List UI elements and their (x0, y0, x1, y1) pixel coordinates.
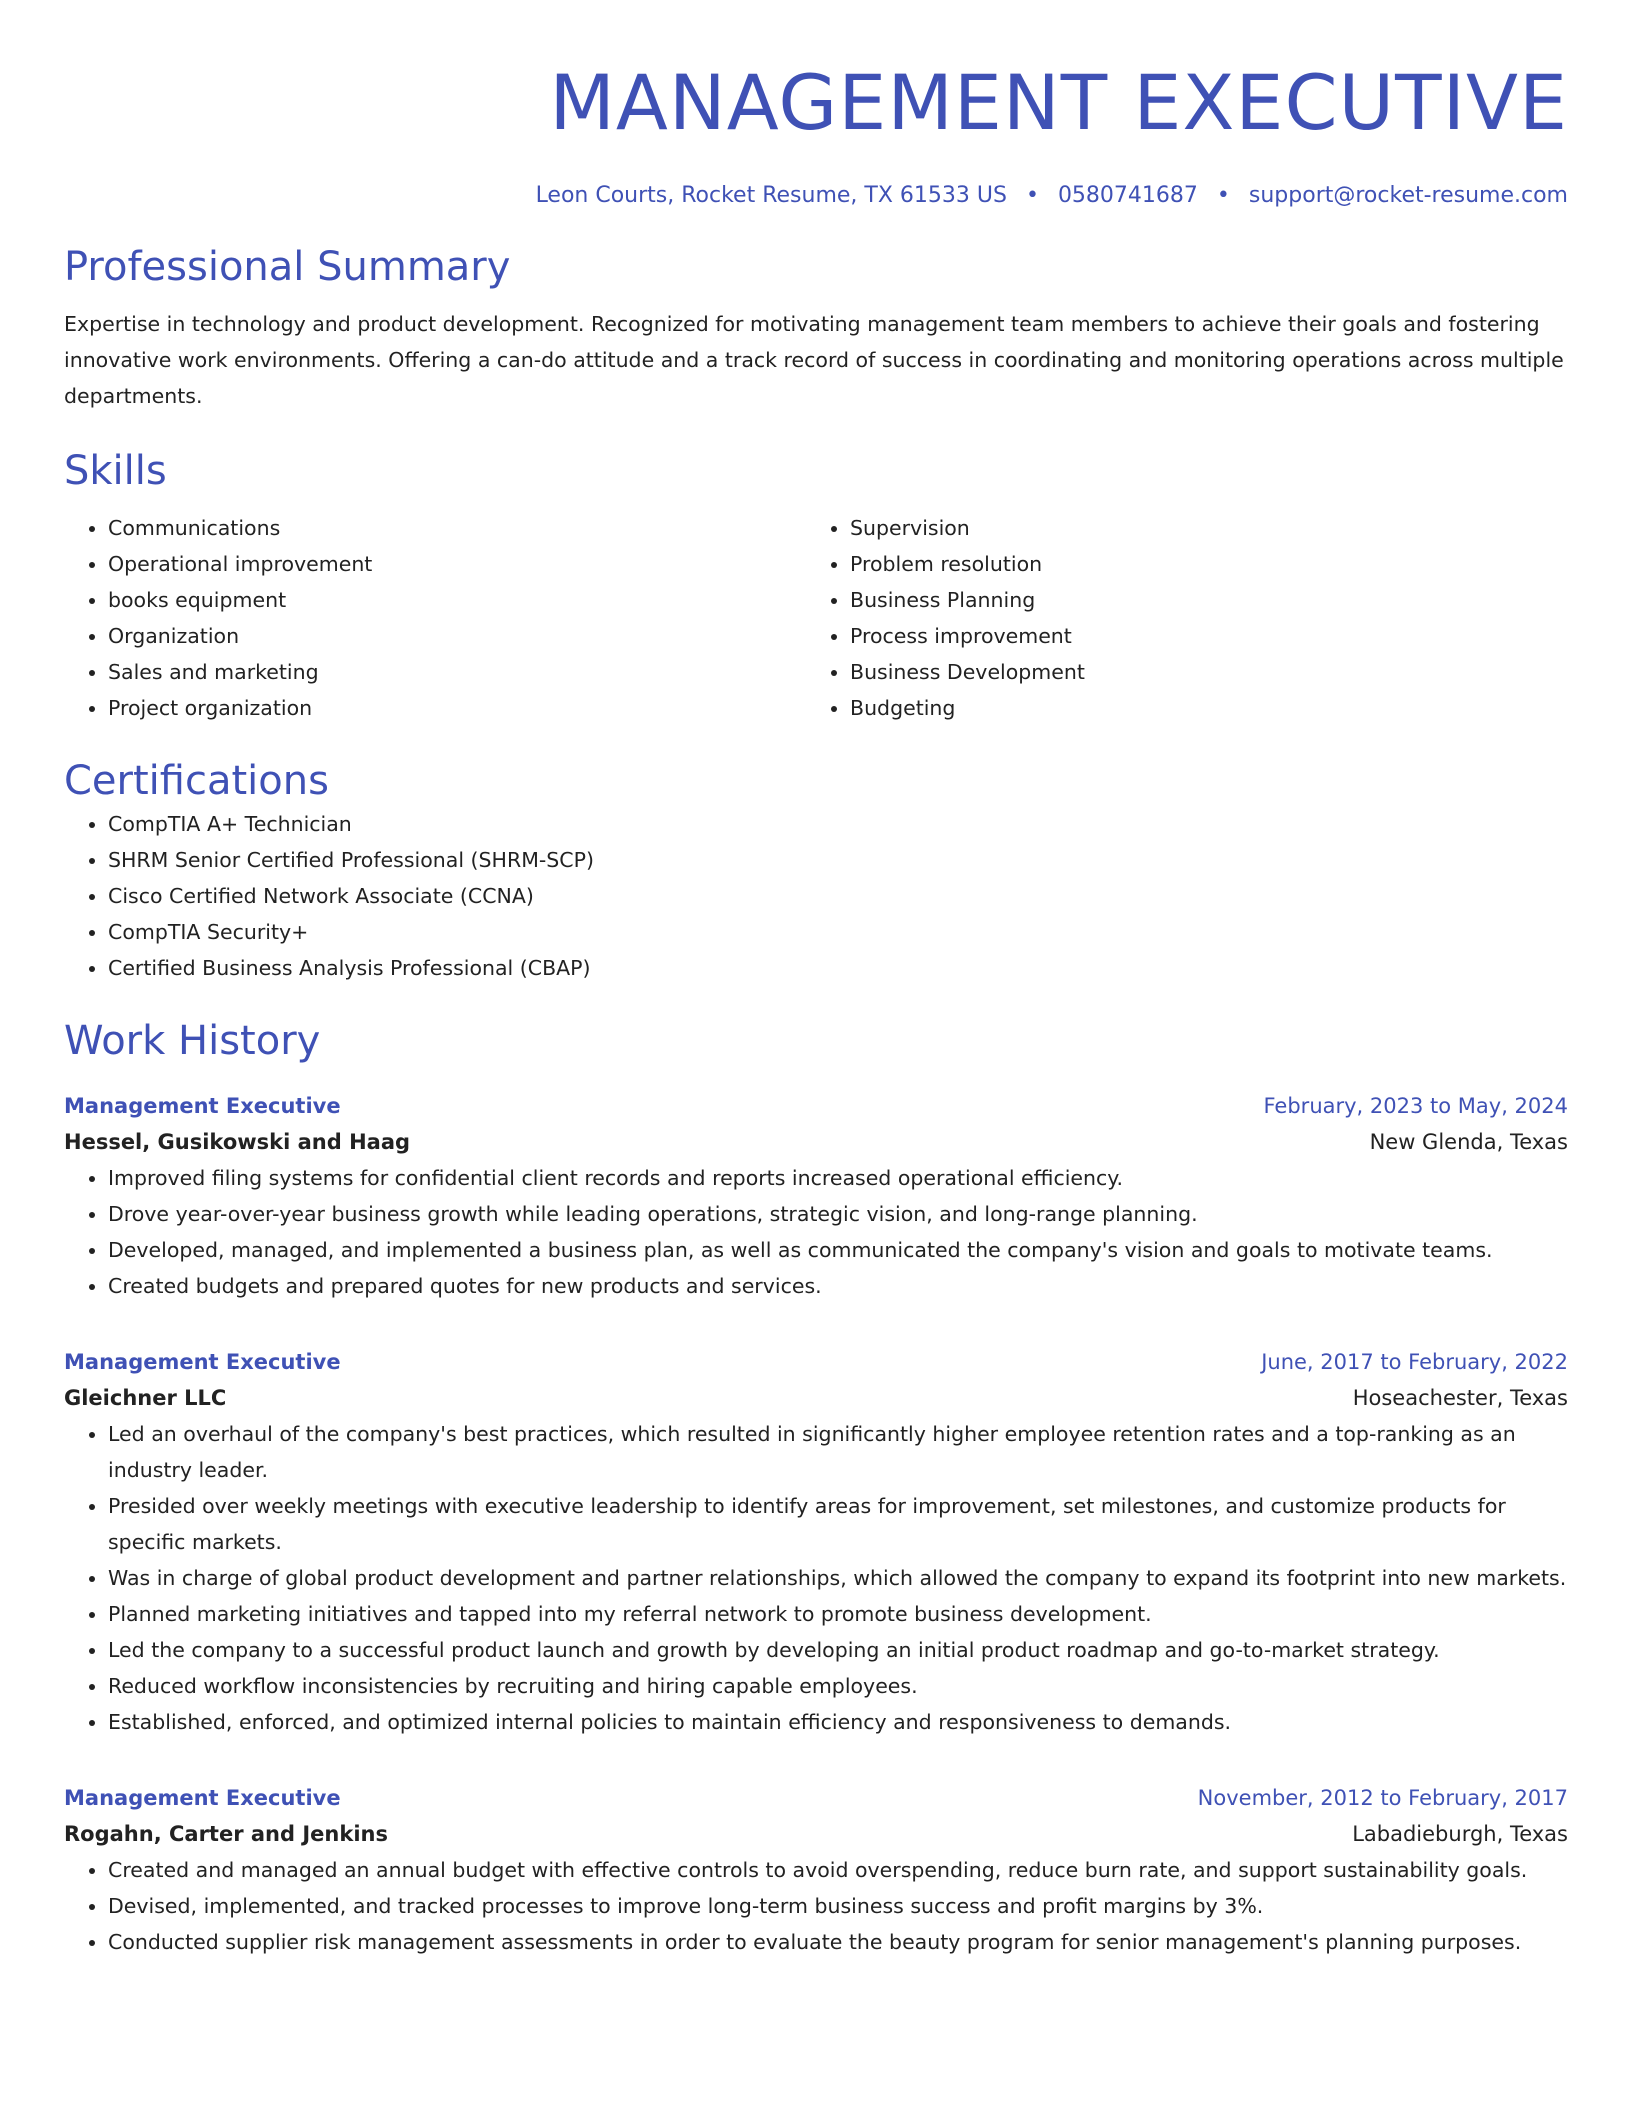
job-bullet: • Reduced workflow inconsistencies by recruiting and hiring capable employees. (108, 1668, 1568, 1704)
job-header-row (64, 1088, 1568, 1124)
job-company: Gleichner LLC (64, 1386, 227, 1410)
skill-item: • Problem resolution (850, 546, 1548, 582)
contact-email[interactable]: support@rocket-resume.com (1248, 183, 1568, 208)
job-bullet-list (64, 1852, 1568, 1960)
skills-heading: Skills (64, 448, 167, 494)
job-bullet-list (64, 1416, 1568, 1740)
contact-separator: • (1025, 183, 1039, 208)
job-bullet: • Drove year-over-year business growth while leading operations, strategic vision, and long-range planning. (108, 1196, 1568, 1232)
job-entry (64, 1780, 1568, 1960)
job-entry (64, 1344, 1568, 1740)
job-bullet: • Planned marketing initiatives and tapped into my referral network to promote business development. (108, 1596, 1568, 1632)
skill-item: • Communications (108, 510, 806, 546)
job-bullet: • Conducted supplier risk management assessments in order to evaluate the beauty program for senior management's planning purposes. (108, 1924, 1568, 1960)
job-company-row (64, 1124, 1568, 1160)
contact-separator: • (1216, 183, 1230, 208)
job-location: Hoseachester, Texas (1352, 1386, 1568, 1410)
job-bullet: • Created and managed an annual budget with effective controls to avoid overspending, reduce burn rate, and support sustainability goals. (108, 1852, 1568, 1888)
summary-heading: Professional Summary (64, 244, 511, 290)
job-bullet: • Established, enforced, and optimized internal policies to maintain efficiency and responsiveness to demands. (108, 1704, 1568, 1740)
contact-line (64, 180, 1568, 212)
job-title: Management Executive (64, 1786, 341, 1810)
skill-item: • Operational improvement (108, 546, 806, 582)
job-location: New Glenda, Texas (1369, 1130, 1568, 1154)
job-header-row (64, 1344, 1568, 1380)
job-company-row (64, 1816, 1568, 1852)
skills-grid (64, 510, 1568, 726)
resume-name: MANAGEMENT EXECUTIVE (549, 58, 1568, 147)
work-history-heading: Work History (64, 1018, 321, 1064)
summary-text: Expertise in technology and product development. Recognized for motivating management team members to achieve their goals and fostering innovative work environments. Offering a can-do attitude and a track record of success in coordinating and monitoring operations across multiple departments. (64, 312, 1564, 408)
job-location: Labadieburgh, Texas (1352, 1822, 1568, 1846)
job-company-row (64, 1380, 1568, 1416)
certifications-heading: Certifications (64, 758, 329, 804)
job-dates: November, 2012 to February, 2017 (1197, 1786, 1568, 1810)
job-title: Management Executive (64, 1094, 341, 1118)
job-bullet: • Was in charge of global product development and partner relationships, which allowed the company to expand its footprint into new markets. (108, 1560, 1568, 1596)
job-bullet: • Created budgets and prepared quotes for new products and services. (108, 1268, 1568, 1304)
job-bullet: • Presided over weekly meetings with executive leadership to identify areas for improvement, set milestones, and customize products for specific markets. (108, 1488, 1568, 1560)
skill-item: • Business Development (850, 654, 1548, 690)
job-dates: February, 2023 to May, 2024 (1263, 1094, 1568, 1118)
skills-column-right (806, 510, 1548, 726)
job-company: Rogahn, Carter and Jenkins (64, 1822, 388, 1846)
job-bullet-list (64, 1160, 1568, 1304)
certification-item: • SHRM Senior Certified Professional (SHRM-SCP) (108, 842, 1568, 878)
certifications-list (64, 806, 1568, 986)
skills-list-right (806, 510, 1548, 726)
skill-item: • books equipment (108, 582, 806, 618)
job-bullet: • Devised, implemented, and tracked processes to improve long-term business success and profit margins by 3%. (108, 1888, 1568, 1924)
skill-item: • Sales and marketing (108, 654, 806, 690)
skill-item: • Process improvement (850, 618, 1548, 654)
job-company: Hessel, Gusikowski and Haag (64, 1130, 411, 1154)
skills-column-left (64, 510, 806, 726)
certification-item: • CompTIA Security+ (108, 914, 1568, 950)
contact-phone: 0580741687 (1057, 183, 1198, 208)
skill-item: • Organization (108, 618, 806, 654)
job-header-row (64, 1780, 1568, 1816)
job-entry (64, 1088, 1568, 1304)
certification-item: • Cisco Certified Network Associate (CCNA) (108, 878, 1568, 914)
resume-page (64, 0, 1568, 1960)
job-bullet: • Improved filing systems for confidential client records and reports increased operational efficiency. (108, 1160, 1568, 1196)
job-bullet: • Led an overhaul of the company's best practices, which resulted in significantly higher employee retention rates and a top-ranking as an industry leader. (108, 1416, 1568, 1488)
job-title: Management Executive (64, 1350, 341, 1374)
job-bullet: • Developed, managed, and implemented a business plan, as well as communicated the company's vision and goals to motivate teams. (108, 1232, 1568, 1268)
skill-item: • Business Planning (850, 582, 1548, 618)
certification-item: • Certified Business Analysis Professional (CBAP) (108, 950, 1568, 986)
skill-item: • Project organization (108, 690, 806, 726)
contact-address: Leon Courts, Rocket Resume, TX 61533 US (535, 183, 1007, 208)
skill-item: • Budgeting (850, 690, 1548, 726)
skill-item: • Supervision (850, 510, 1548, 546)
job-bullet: • Led the company to a successful product launch and growth by developing an initial product roadmap and go-to-market strategy. (108, 1632, 1568, 1668)
job-dates: June, 2017 to February, 2022 (1261, 1350, 1568, 1374)
skills-list-left (64, 510, 806, 726)
certification-item: • CompTIA A+ Technician (108, 806, 1568, 842)
